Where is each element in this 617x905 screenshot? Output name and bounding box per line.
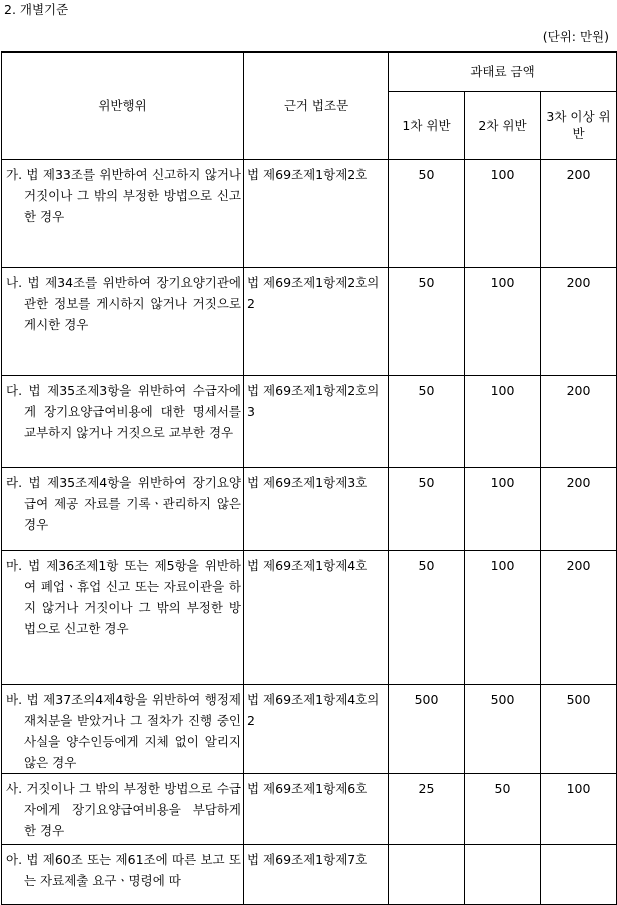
fine-1st: 500 [389,684,465,773]
fine-2nd [465,844,541,904]
fine-1st: 50 [389,467,465,550]
table-row [2,684,617,773]
fine-3rd [541,844,617,904]
section-heading: 2. 개별기준 [4,2,69,17]
table-row [2,844,617,904]
violation-text: 가. 법 제33조를 위반하여 신고하지 않거나 거짓이나 그 밖의 부정한 방법으로 신고한 경우 [6,166,241,224]
fine-1st: 50 [389,375,465,467]
table-row [2,467,617,550]
fine-2nd: 50 [465,773,541,844]
violation-text: 라. 법 제35조제4항을 위반하여 장기요양급여 제공 자료를 기록ㆍ관리하지 않은 경우 [6,474,241,532]
fine-2nd: 100 [465,375,541,467]
fine-3rd: 200 [541,267,617,375]
table-row [2,375,617,467]
law-text: 법 제69조제1항제4호의2 [247,691,380,728]
violation-text: 다. 법 제35조제3항을 위반하여 수급자에게 장기요양급여비용에 대한 명세서를 교부하지 않거나 거짓으로 교부한 경우 [6,382,241,440]
law-text: 법 제69조제1항제3호 [247,474,368,490]
law-text: 법 제69조제1항제6호 [247,780,368,796]
header-2nd: 2차 위반 [465,91,541,159]
fine-1st [389,844,465,904]
table-row [2,773,617,844]
fine-2nd: 100 [465,267,541,375]
table-row [2,159,617,267]
fine-1st: 50 [389,550,465,684]
law-text: 법 제69조제1항제4호 [247,557,368,573]
fine-2nd: 100 [465,467,541,550]
fine-table [1,51,617,905]
fine-2nd: 500 [465,684,541,773]
violation-text: 사. 거짓이나 그 밖의 부정한 방법으로 수급자에게 장기요양급여비용을 부담하게 한 경우 [6,780,241,838]
fine-3rd: 200 [541,375,617,467]
violation-text: 나. 법 제34조를 위반하여 장기요양기관에 관한 정보를 게시하지 않거나 거짓으로 게시한 경우 [6,274,241,332]
violation-text: 바. 법 제37조의4제4항을 위반하여 행정제재처분을 받았거나 그 절차가 진행 중인 사실을 양수인등에게 지체 없이 알리지 않은 경우 [6,691,241,770]
header-1st: 1차 위반 [389,91,465,159]
law-text: 법 제69조제1항제2호 [247,166,368,182]
law-text: 법 제69조제1항제2호의3 [247,382,380,419]
fine-1st: 25 [389,773,465,844]
fine-3rd: 200 [541,159,617,267]
header-violation: 위반행위 [2,52,244,159]
header-fine: 과태료 금액 [389,52,617,91]
header-3rd: 3차 이상 위반 [541,91,617,159]
fine-3rd: 200 [541,467,617,550]
fine-3rd: 500 [541,684,617,773]
table-row [2,267,617,375]
violation-text: 아. 법 제60조 또는 제61조에 따른 보고 또는 자료제출 요구ㆍ명령에 따 [6,851,241,888]
fine-2nd: 100 [465,550,541,684]
table-row [2,550,617,684]
fine-3rd: 100 [541,773,617,844]
fine-3rd: 200 [541,550,617,684]
header-law: 근거 법조문 [244,52,389,159]
fine-1st: 50 [389,267,465,375]
fine-1st: 50 [389,159,465,267]
violation-text: 마. 법 제36조제1항 또는 제5항을 위반하여 폐업ㆍ휴업 신고 또는 자료이관을 하지 않거나 거짓이나 그 밖의 부정한 방법으로 신고한 경우 [6,557,241,636]
law-text: 법 제69조제1항제2호의2 [247,274,380,311]
law-text: 법 제69조제1항제7호 [247,851,368,867]
fine-2nd: 100 [465,159,541,267]
unit-label: (단위: 만원) [542,29,609,44]
